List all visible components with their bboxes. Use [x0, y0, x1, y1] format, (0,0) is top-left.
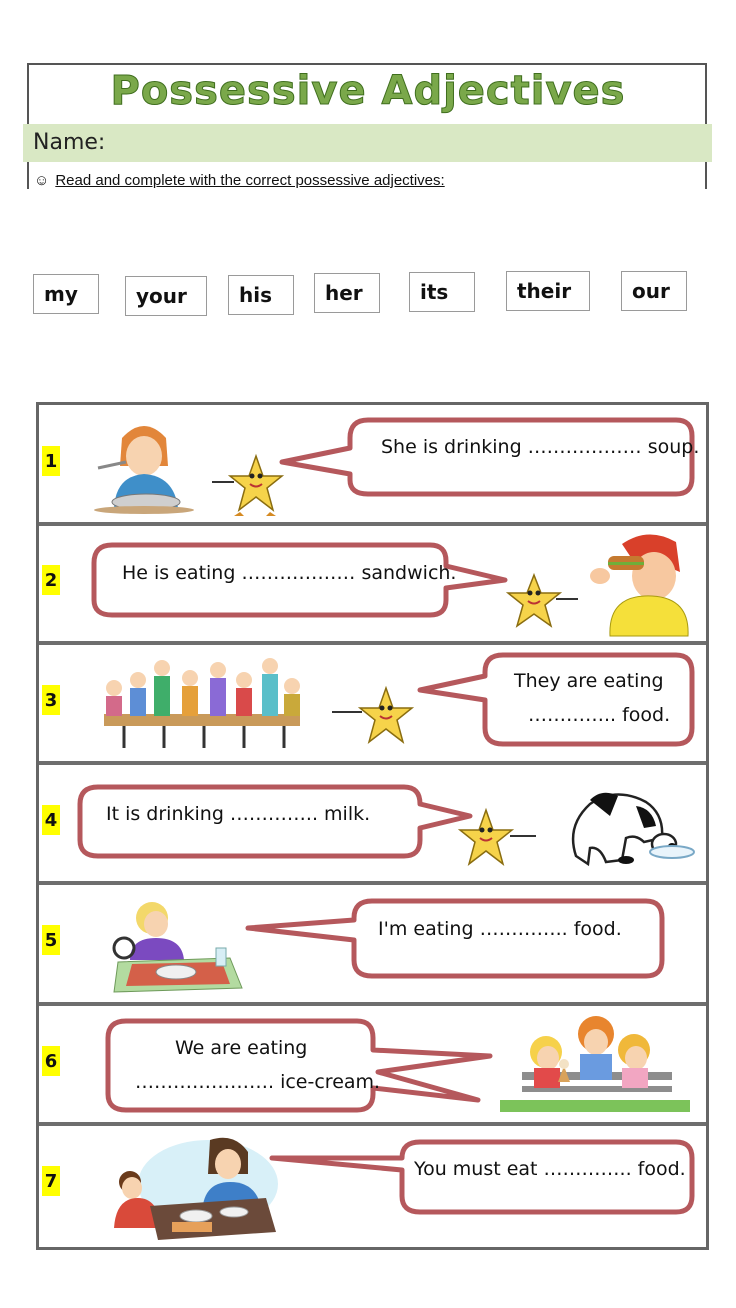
- star-mascot-icon: [458, 806, 536, 872]
- word-your: your: [125, 276, 207, 316]
- name-label: Name:: [33, 130, 106, 155]
- smiley-icon: ☺: [34, 172, 50, 189]
- exercise-sentence-line2: ………….. food.: [528, 704, 671, 726]
- woman-eating-at-table-image: [112, 896, 246, 994]
- mother-and-child-eating-image: [110, 1136, 278, 1242]
- exercise-sentence: You must eat ………….. food.: [414, 1158, 686, 1180]
- star-mascot-icon: [212, 452, 284, 518]
- exercise-number: 4: [42, 805, 60, 835]
- man-eating-sandwich-image: [588, 532, 694, 636]
- exercise-number: 7: [42, 1166, 60, 1196]
- star-mascot-icon: [332, 684, 416, 750]
- family-eating-together-image: [94, 652, 308, 752]
- exercise-number: 1: [42, 446, 60, 476]
- word-his: his: [228, 275, 294, 315]
- word-their: their: [506, 271, 590, 311]
- exercise-sentence-line2: …………………. ice-cream.: [135, 1071, 381, 1093]
- exercise-number: 3: [42, 685, 60, 715]
- exercise-sentence-line1: We are eating: [175, 1037, 308, 1059]
- exercise-number: 5: [42, 925, 60, 955]
- girl-eating-soup-image: [92, 418, 196, 514]
- instruction-text: Read and complete with the correct possessive adjectives:: [55, 172, 445, 189]
- exercise-number: 2: [42, 565, 60, 595]
- exercise-sentence: He is eating ……………… sandwich.: [122, 562, 457, 584]
- word-my: my: [33, 274, 99, 314]
- word-her: her: [314, 273, 380, 313]
- word-our: our: [621, 271, 687, 311]
- dog-drinking-milk-image: [566, 786, 696, 868]
- exercise-sentence: She is drinking ……………… soup.: [381, 436, 700, 458]
- exercise-number: 6: [42, 1046, 60, 1076]
- star-mascot-icon: [506, 571, 578, 633]
- exercise-sentence: I'm eating ………….. food.: [378, 918, 622, 940]
- word-its: its: [409, 272, 475, 312]
- page-title: Possessive Adjectives: [110, 68, 626, 114]
- children-eating-ice-cream-image: [500, 1012, 692, 1114]
- exercise-sentence-line1: They are eating: [514, 670, 664, 692]
- exercise-sentence: It is drinking ………….. milk.: [106, 803, 371, 825]
